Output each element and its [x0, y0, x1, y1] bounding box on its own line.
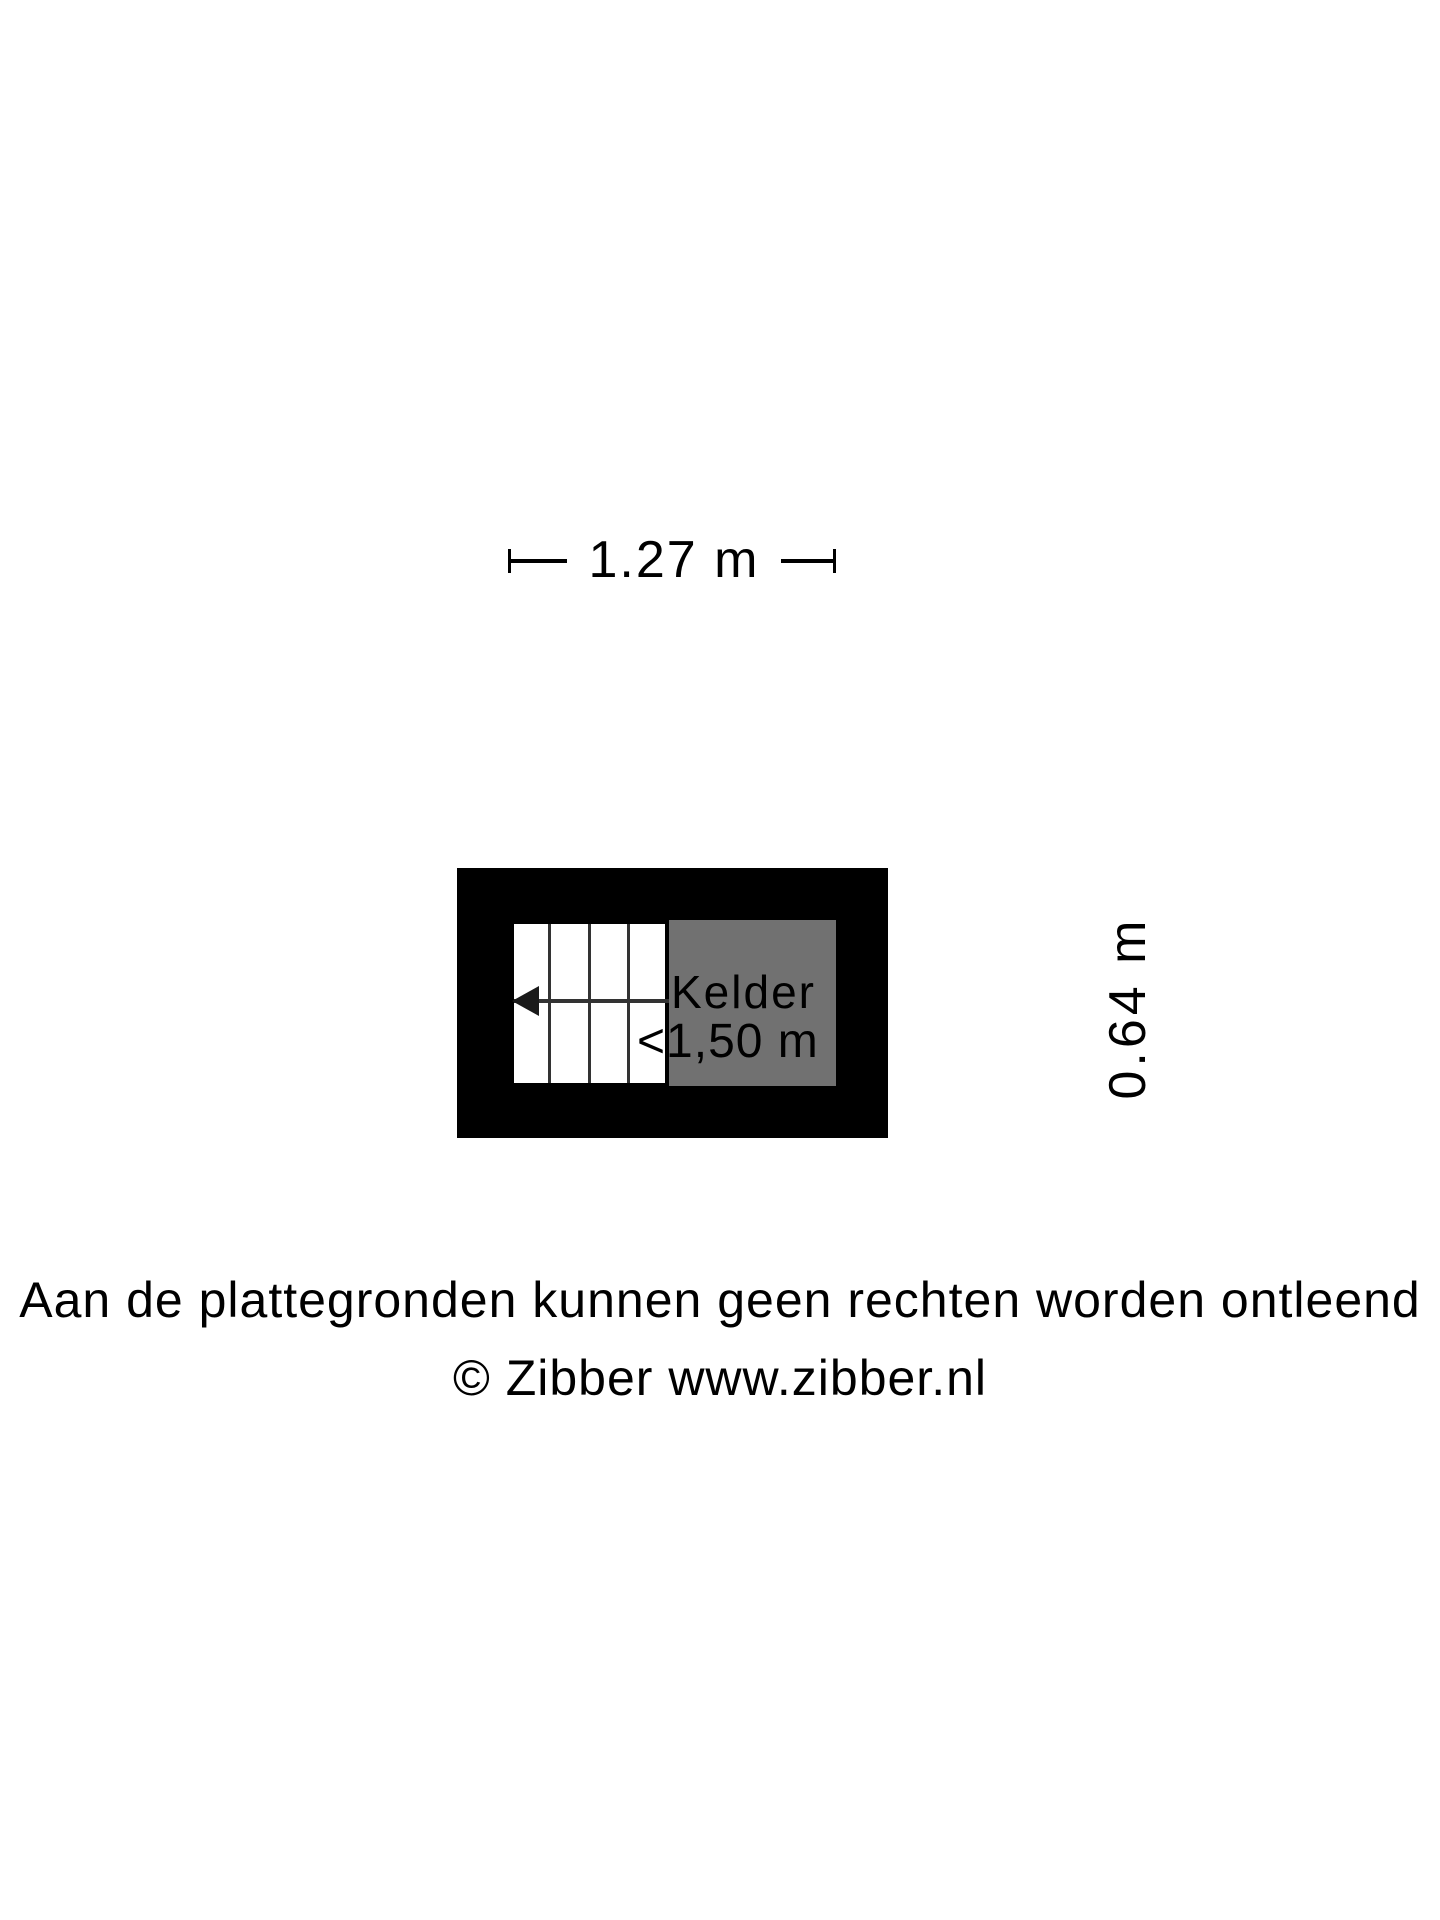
disclaimer-line1: Aan de plattegronden kunnen geen rechten worden ontleend — [19, 1272, 1421, 1328]
stair-direction-arrow-icon — [512, 986, 539, 1016]
disclaimer — [0, 1261, 1440, 1417]
floor-plan — [457, 868, 888, 1138]
stair-tread-line — [548, 924, 551, 1083]
room-name-label: Kelder — [671, 966, 816, 1018]
room-clearance-label: <1,50 m — [637, 1015, 819, 1068]
dimension-tick-right — [833, 549, 836, 573]
dimension-line-left — [510, 559, 567, 563]
dimension-line-right — [781, 559, 835, 563]
disclaimer-line2: © Zibber www.zibber.nl — [452, 1350, 988, 1406]
height-dimension-label: 0.64 m — [1099, 916, 1157, 1100]
stair-tread-line — [627, 924, 630, 1083]
stair-tread-line — [588, 924, 591, 1083]
width-dimension-label: 1.27 m — [588, 531, 760, 589]
